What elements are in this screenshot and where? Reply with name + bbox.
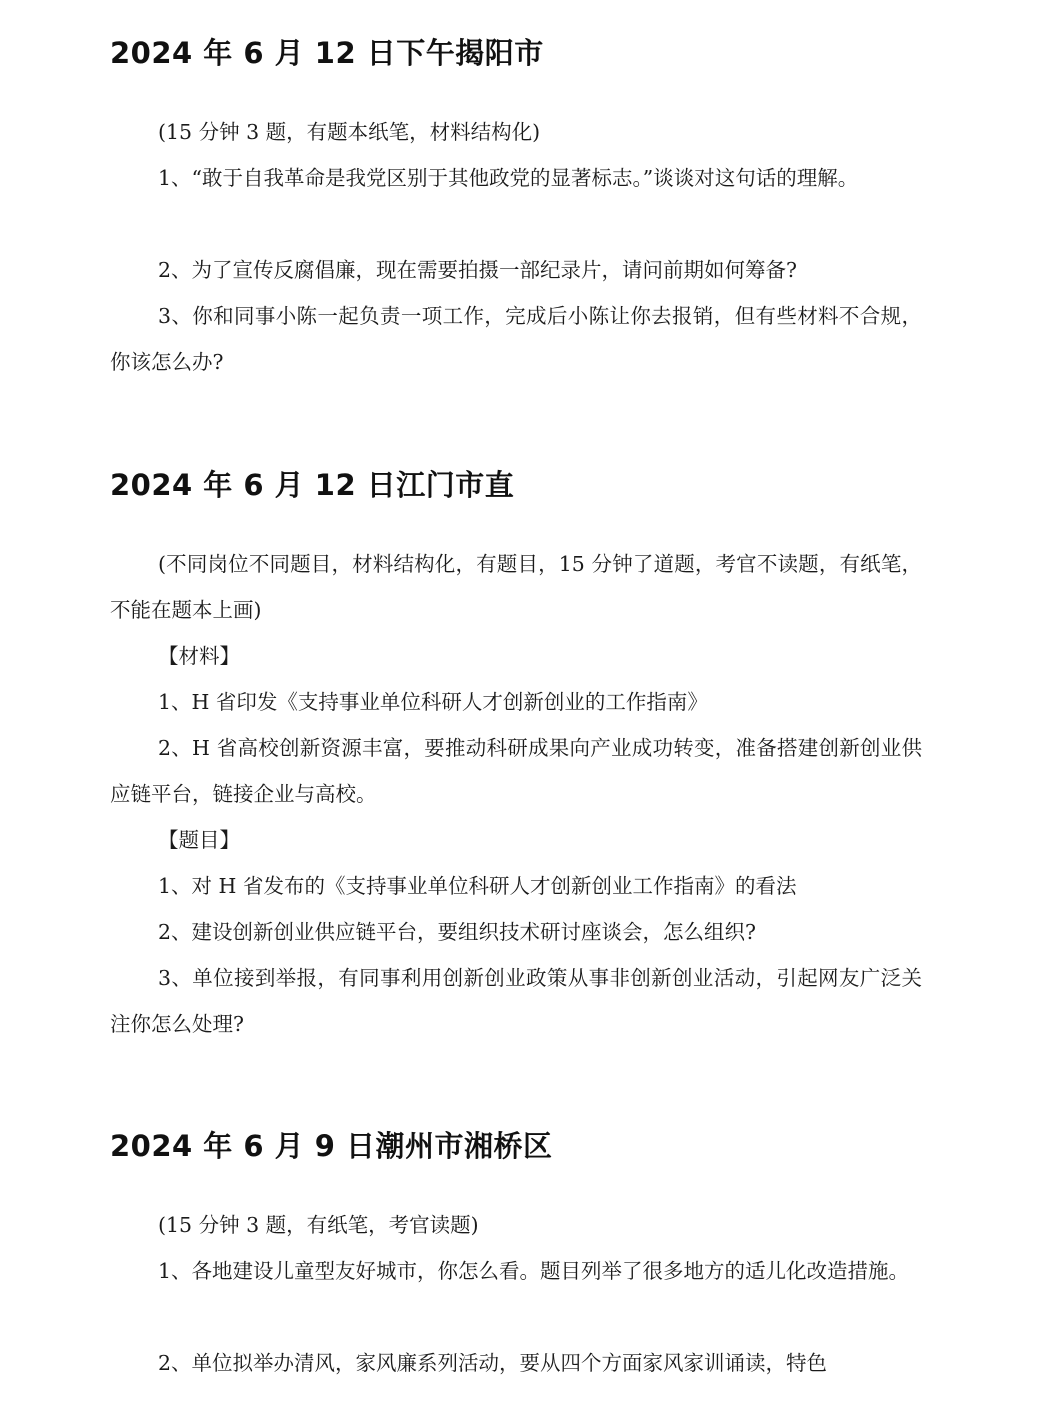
section-title-chaozhou: 2024 年 6 月 9 日潮州市湘桥区 [110, 1129, 553, 1163]
question-item: 1、“敢于自我革命是我党区别于其他政党的显著标志。”谈谈对这句话的理解。 [158, 166, 859, 190]
question-item: 1、对 H 省发布的《支持事业单位科研人才创新创业工作指南》的看法 [158, 874, 797, 898]
question-heading: 【题目】 [158, 828, 240, 852]
section-note: (不同岗位不同题目，材料结构化，有题目，15 分钟了道题，考官不读题，有纸笔，不能在题本上画) [110, 552, 922, 622]
question-item: 2、为了宣传反腐倡廉，现在需要拍摄一部纪录片，请问前期如何筹备? [158, 258, 798, 282]
section-note: (15 分钟 3 题，有题本纸笔，材料结构化) [158, 120, 541, 144]
question-item: 3、你和同事小陈一起负责一项工作，完成后小陈让你去报销，但有些材料不合规，你该怎么办? [110, 304, 922, 374]
material-item: 1、H 省印发《支持事业单位科研人才创新创业的工作指南》 [158, 690, 708, 714]
section-title-jiangmen: 2024 年 6 月 12 日江门市直 [110, 468, 515, 502]
material-heading: 【材料】 [158, 644, 240, 668]
question-item: 2、单位拟举办清风，家风廉系列活动，要从四个方面家风家训诵读，特色 [158, 1351, 828, 1375]
section-title-jieyang: 2024 年 6 月 12 日下午揭阳市 [110, 36, 544, 70]
section-note: (15 分钟 3 题，有纸笔，考官读题) [158, 1213, 479, 1237]
question-item: 3、单位接到举报，有同事利用创新创业政策从事非创新创业活动，引起网友广泛关注你怎么处理? [110, 966, 922, 1036]
material-item: 2、H 省高校创新资源丰富，要推动科研成果向产业成功转变，准备搭建创新创业供应链平台，链接企业与高校。 [110, 736, 922, 806]
question-item: 2、建设创新创业供应链平台，要组织技术研讨座谈会，怎么组织? [158, 920, 757, 944]
question-item: 1、各地建设儿童型友好城市，你怎么看。题目列举了很多地方的适儿化改造措施。 [158, 1259, 910, 1283]
